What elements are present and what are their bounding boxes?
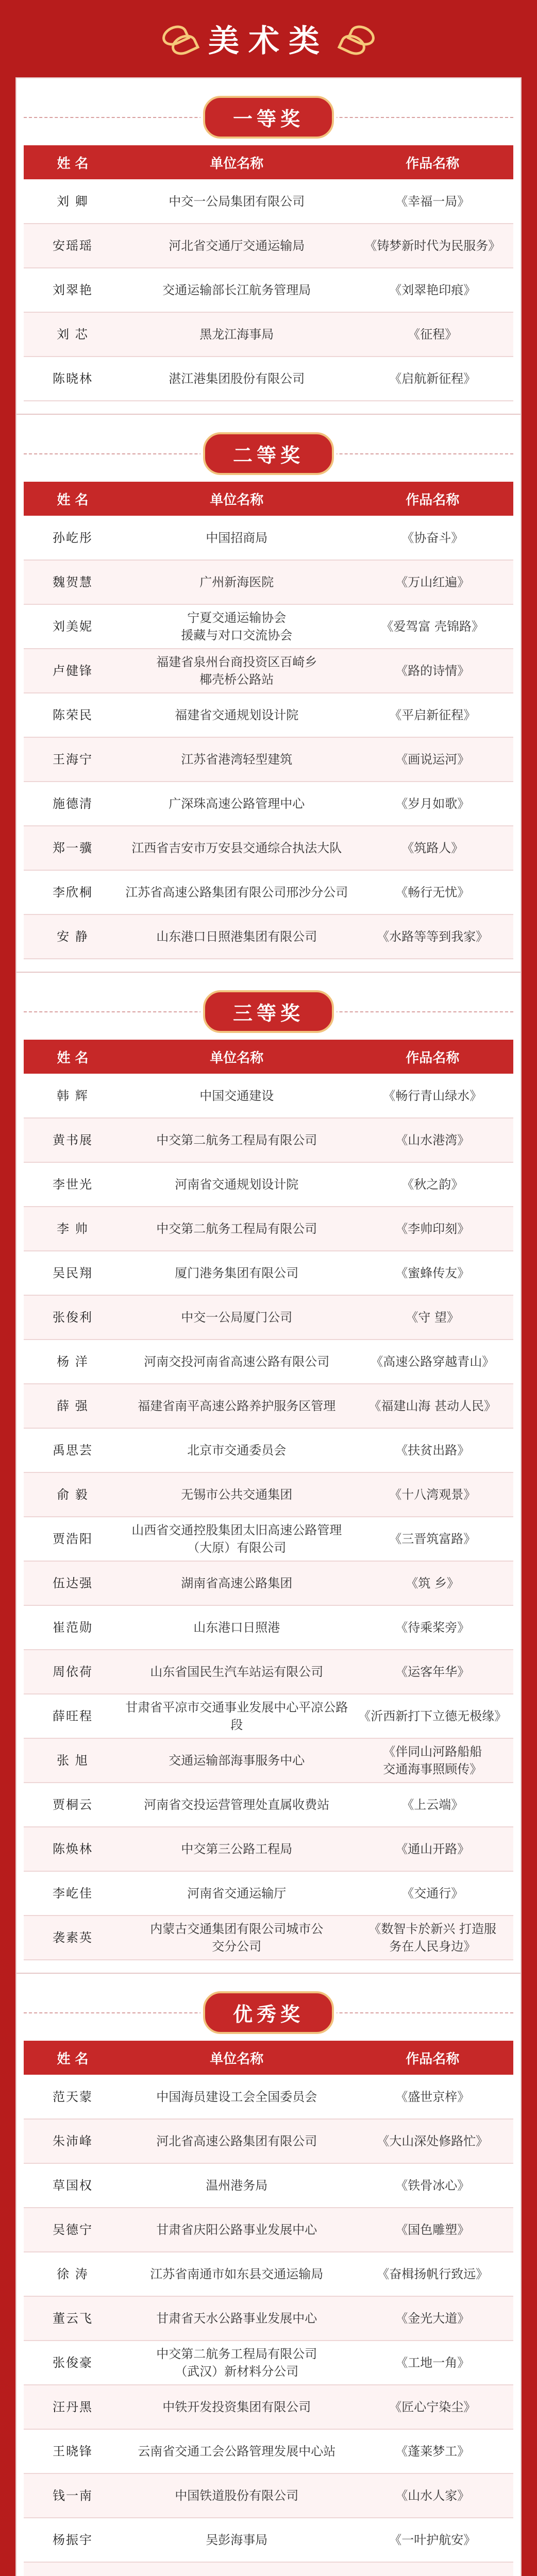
winner-name: 朱沛峰 (24, 2119, 122, 2163)
table-row (24, 1916, 513, 1960)
winner-name: 陈晓林 (24, 357, 122, 401)
work-title: 《协奋斗》 (352, 516, 514, 560)
work-title: 《三晋筑富路》 (352, 1517, 514, 1561)
section-header (24, 89, 513, 145)
award-level-badge: 三等奖 (203, 990, 334, 1033)
table-header-row (24, 2041, 513, 2075)
work-title: 《大山深处修路忙》 (352, 2119, 514, 2163)
unit-name: 湖南省高速公路集团 (122, 1561, 352, 1605)
award-section (15, 973, 522, 1974)
table-row (24, 312, 513, 357)
winner-name: 禹思芸 (24, 1428, 122, 1472)
table-row (24, 826, 513, 870)
work-title: 《通山开路》 (352, 1827, 514, 1871)
table-row (24, 1251, 513, 1295)
unit-name: 河北省高速公路集团有限公司 (122, 2119, 352, 2163)
section-header (24, 425, 513, 482)
winner-name: 魏贺慧 (24, 560, 122, 604)
unit-name: 河北省交通厅交通运输局 (122, 224, 352, 268)
work-title: 《待乘桨旁》 (352, 1605, 514, 1650)
award-table (24, 482, 513, 959)
winner-name: 草国权 (24, 2163, 122, 2208)
unit-name: 中交一公局集团有限公司 (122, 179, 352, 224)
table-row (24, 1650, 513, 1694)
winner-name: 刘美妮 (24, 604, 122, 649)
column-header-name: 姓 名 (57, 156, 89, 172)
unit-name: 河南省交通运输厅 (122, 1871, 352, 1916)
unit-name: 内蒙古交通集团有限公司城市公 交分公司 (122, 1916, 352, 1960)
work-title: 《盛世京梓》 (352, 2075, 514, 2119)
work-title: 《国色雕塑》 (352, 2208, 514, 2252)
table-row (24, 870, 513, 914)
column-header-name: 姓 名 (57, 2051, 89, 2067)
unit-name: 福建省交通规划设计院 (122, 693, 352, 737)
column-header-work: 作品名称 (406, 156, 460, 172)
winner-name: 陈荣民 (24, 693, 122, 737)
award-table (24, 2041, 513, 2576)
table-row (24, 914, 513, 959)
award-section (15, 1974, 522, 2576)
work-title: 《水路等等到我家》 (352, 914, 514, 959)
table-row (24, 1295, 513, 1340)
work-title: 《伴同山河路船船 交通海事照顾传》 (352, 1738, 514, 1783)
unit-name: 山西省交通控股集团太旧高速公路管理 （大原）有限公司 (122, 1517, 352, 1561)
winner-name: 吴德宁 (24, 2208, 122, 2252)
unit-name: 交通运输部海事服务中心 (122, 1738, 352, 1783)
table-row (24, 2075, 513, 2119)
table-row (24, 2119, 513, 2163)
winner-name: 吴民翔 (24, 1251, 122, 1295)
page-title: 美术类 (208, 23, 329, 59)
winner-name: 刘翠艳 (24, 268, 122, 312)
winner-name: 施德清 (24, 782, 122, 826)
unit-name: 交通运输部长江航务管理局 (122, 268, 352, 312)
section-header (24, 1984, 513, 2041)
work-title: 《幸福一局》 (352, 179, 514, 224)
unit-name: 宁夏交通运输协会 援藏与对口交流协会 (122, 604, 352, 649)
work-title: 《刘翠艳印痕》 (352, 268, 514, 312)
table-header-row (24, 1040, 513, 1074)
work-title: 《运客年华》 (352, 1650, 514, 1694)
unit-name: 北京市交通委员会 (122, 1428, 352, 1472)
table-row (24, 2429, 513, 2473)
winner-name: 汪丹黑 (24, 2385, 122, 2429)
table-row (24, 1827, 513, 1871)
table-row (24, 224, 513, 268)
table-row (24, 1428, 513, 1472)
table-row (24, 1871, 513, 1916)
winner-name: 袭素英 (24, 1916, 122, 1960)
unit-name: 中国海员建设工会全国委员会 (122, 2075, 352, 2119)
unit-name: 中交第二航务工程局有限公司 （武汉）新材料分公司 (122, 2341, 352, 2385)
table-row (24, 1162, 513, 1207)
unit-name: 中交第二航务工程局有限公司 (122, 1118, 352, 1162)
winner-name: 卢健锋 (24, 649, 122, 693)
unit-name: 厦门港务集团有限公司 (122, 1251, 352, 1295)
unit-name: 甘肃省平凉市交通事业发展中心平凉公路 段 (122, 1694, 352, 1738)
unit-name: 福建省南平高速公路养护服务区管理 (122, 1384, 352, 1428)
winner-name: 杨振宇 (24, 2518, 122, 2562)
winner-name: 黄书展 (24, 1118, 122, 1162)
table-row (24, 268, 513, 312)
work-title: 《畅行青山绿水》 (352, 1074, 514, 1118)
winner-name: 韩 辉 (24, 1074, 122, 1118)
winner-name: 崔范勋 (24, 1605, 122, 1650)
winner-name: 张俊豪 (24, 2341, 122, 2385)
table-row (24, 1118, 513, 1162)
title-banner (162, 16, 375, 61)
work-title: 《平启新征程》 (352, 693, 514, 737)
unit-name: 吴彭海事局 (122, 2518, 352, 2562)
column-header-name: 姓 名 (57, 492, 89, 508)
work-title: 《交通行》 (352, 1871, 514, 1916)
unit-name: 广深珠高速公路管理中心 (122, 782, 352, 826)
work-title: 《秋之韵》 (352, 1162, 514, 1207)
work-title: 《蓬莱梦工》 (352, 2429, 514, 2473)
page-header (15, 0, 522, 77)
table-row (24, 2518, 513, 2562)
winner-name: 孙屹彤 (24, 516, 122, 560)
column-header-work: 作品名称 (406, 1050, 460, 1066)
work-title: 《山水港湾》 (352, 1118, 514, 1162)
winner-name: 贾桐云 (24, 1783, 122, 1827)
work-title: 《沂西新打下立德无极缘》 (352, 1694, 514, 1738)
work-title: 《守 望》 (352, 1295, 514, 1340)
winner-name: 范天蒙 (24, 2075, 122, 2119)
work-title: 《上云端》 (352, 1783, 514, 1827)
unit-name: 无锡市公共交通集团 (122, 1472, 352, 1517)
work-title: 《画说运河》 (352, 737, 514, 782)
table-row (24, 2562, 513, 2576)
winner-name: 郑一骥 (24, 826, 122, 870)
table-row (24, 1694, 513, 1738)
table-row (24, 2473, 513, 2518)
table-row (24, 516, 513, 560)
unit-name: 河南省交投运营管理处直属收费站 (122, 1783, 352, 1827)
work-title: 《铁骨冰心》 (352, 2163, 514, 2208)
work-title: 《匠心宁染尘》 (352, 2385, 514, 2429)
column-header-work: 作品名称 (406, 2051, 460, 2067)
winner-name: 王海宁 (24, 737, 122, 782)
column-header-unit: 单位名称 (210, 2051, 264, 2067)
work-title: 《铸梦新时代为民服务》 (352, 224, 514, 268)
unit-name: 河南省交通规划设计院 (122, 1162, 352, 1207)
work-title: 《扶贫出路》 (352, 1428, 514, 1472)
work-title: 《一叶护航安》 (352, 2518, 514, 2562)
award-level-badge: 优秀奖 (203, 1991, 334, 2034)
column-header-work: 作品名称 (406, 492, 460, 508)
winner-name: 刘 芯 (24, 312, 122, 357)
unit-name: 江西省吉安市万安县交通综合执法大队 (122, 826, 352, 870)
table-row (24, 1738, 513, 1783)
work-title: 《筑 乡》 (352, 1561, 514, 1605)
table-row (24, 1207, 513, 1251)
unit-name: 山东港口日照港 (122, 1605, 352, 1650)
work-title: 《十八湾观景》 (352, 1472, 514, 1517)
unit-name: 江苏省高速公路集团有限公司邢沙分公司 (122, 870, 352, 914)
table-row (24, 1783, 513, 1827)
winner-name: 贾浩阳 (24, 1517, 122, 1561)
award-section (15, 415, 522, 973)
award-section (15, 77, 522, 415)
unit-name: 江苏省南通市如东县交通运输局 (122, 2252, 352, 2296)
unit-name: 中交一公局厦门公司 (122, 1295, 352, 1340)
work-title: 《蜜蜂传友》 (352, 1251, 514, 1295)
winner-name: 伍达强 (24, 1561, 122, 1605)
table-row (24, 1074, 513, 1118)
winner-name: 李屹佳 (24, 1871, 122, 1916)
unit-name: 甘肃省庆阳公路事业发展中心 (122, 2208, 352, 2252)
unit-name: 中交第二航务工程局有限公司 (122, 1207, 352, 1251)
table-row (24, 2341, 513, 2385)
table-row (24, 2385, 513, 2429)
table-row (24, 560, 513, 604)
column-header-unit: 单位名称 (210, 156, 264, 172)
winner-name: 刘 卿 (24, 179, 122, 224)
winner-name: 李欣桐 (24, 870, 122, 914)
unit-name: 河南交投河南省高速公路有限公司 (122, 1340, 352, 1384)
winner-name: 张俊利 (24, 1295, 122, 1340)
unit-name: 甘肃省天水公路事业发展中心 (122, 2296, 352, 2341)
column-header-unit: 单位名称 (210, 1050, 264, 1066)
winner-name: 俞 毅 (24, 1472, 122, 1517)
work-title: 《李帅印刻》 (352, 1207, 514, 1251)
work-title: 《筑路人》 (352, 826, 514, 870)
table-row (24, 604, 513, 649)
work-title: 《征程》 (352, 312, 514, 357)
work-title: 《工地一角》 (352, 2341, 514, 2385)
award-table (24, 1040, 513, 1960)
work-title: 《山水人家》 (352, 2473, 514, 2518)
winner-name: 钱一南 (24, 2473, 122, 2518)
unit-name: 云南省交通工会公路管理发展中心站 (122, 2429, 352, 2473)
section-header (24, 983, 513, 1040)
table-row (24, 649, 513, 693)
table-row (24, 2208, 513, 2252)
table-row (24, 179, 513, 224)
winner-name: 陈焕林 (24, 1827, 122, 1871)
table-row (24, 2252, 513, 2296)
column-header-name: 姓 名 (57, 1050, 89, 1066)
winner-name: 李 帅 (24, 1207, 122, 1251)
table-row (24, 357, 513, 401)
winner-name: 周依荷 (24, 1650, 122, 1694)
winner-name: 王晓锋 (24, 2429, 122, 2473)
award-table (24, 145, 513, 401)
table-row (24, 693, 513, 737)
work-title: 《路的诗情》 (352, 649, 514, 693)
unit-name: 江苏省港湾轻型建筑 (122, 737, 352, 782)
work-title: 《数智卡於新兴 打造服 务在人民身边》 (352, 1916, 514, 1960)
table-row (24, 737, 513, 782)
work-title: 《万山红遍》 (352, 560, 514, 604)
winner-name: 安瑶瑶 (24, 224, 122, 268)
table-row (24, 1605, 513, 1650)
unit-name: 广州新海医院 (122, 560, 352, 604)
unit-name: 中国交通建设 (122, 1074, 352, 1118)
winner-name: 董云飞 (24, 2296, 122, 2341)
unit-name: 温州港务局 (122, 2163, 352, 2208)
table-row (24, 1561, 513, 1605)
winner-name: 薛 强 (24, 1384, 122, 1428)
wing-ornament-icon (162, 25, 197, 52)
winner-name: 李世光 (24, 1162, 122, 1207)
unit-name: 湛江港集团股份有限公司 (122, 357, 352, 401)
table-row (24, 1340, 513, 1384)
work-title: 《金光大道》 (352, 2296, 514, 2341)
winner-name: 杨 洋 (24, 1340, 122, 1384)
award-level-badge: 二等奖 (203, 432, 334, 475)
work-title: 《爱驾富 壳锦路》 (352, 604, 514, 649)
column-header-unit: 单位名称 (210, 492, 264, 508)
unit-name: 福建省泉州台商投资区百崎乡 椰壳桥公路站 (122, 649, 352, 693)
work-title: 《岁月如歌》 (352, 782, 514, 826)
table-header-row (24, 482, 513, 516)
winner-name: 徐 涛 (24, 2252, 122, 2296)
table-row (24, 1517, 513, 1561)
unit-name: 中铁开发投资集团有限公司 (122, 2385, 352, 2429)
work-title (352, 2562, 514, 2576)
table-header-row (24, 145, 513, 179)
table-row (24, 2163, 513, 2208)
table-row (24, 1472, 513, 1517)
unit-name: 山东港口日照港集团有限公司 (122, 914, 352, 959)
unit-name: 山东省国民生汽车站运有限公司 (122, 1650, 352, 1694)
winner-name: 薛旺程 (24, 1694, 122, 1738)
winner-name (24, 2562, 122, 2576)
unit-name: 中交第三公路工程局 (122, 1827, 352, 1871)
wing-ornament-icon (340, 25, 375, 52)
table-row (24, 782, 513, 826)
award-level-badge: 一等奖 (203, 96, 334, 139)
work-title: 《福建山海 甚动人民》 (352, 1384, 514, 1428)
work-title: 《高速公路穿越青山》 (352, 1340, 514, 1384)
unit-name: 黑龙江海事局 (122, 312, 352, 357)
unit-name: 中国铁道股份有限公司 (122, 2473, 352, 2518)
unit-name: 中国招商局 (122, 516, 352, 560)
award-sections (15, 77, 522, 2576)
work-title: 《畅行无忧》 (352, 870, 514, 914)
unit-name (122, 2562, 352, 2576)
winner-name: 安 静 (24, 914, 122, 959)
table-row (24, 2296, 513, 2341)
work-title: 《启航新征程》 (352, 357, 514, 401)
work-title: 《奋楫扬帆行致远》 (352, 2252, 514, 2296)
table-row (24, 1384, 513, 1428)
winner-name: 张 旭 (24, 1738, 122, 1783)
